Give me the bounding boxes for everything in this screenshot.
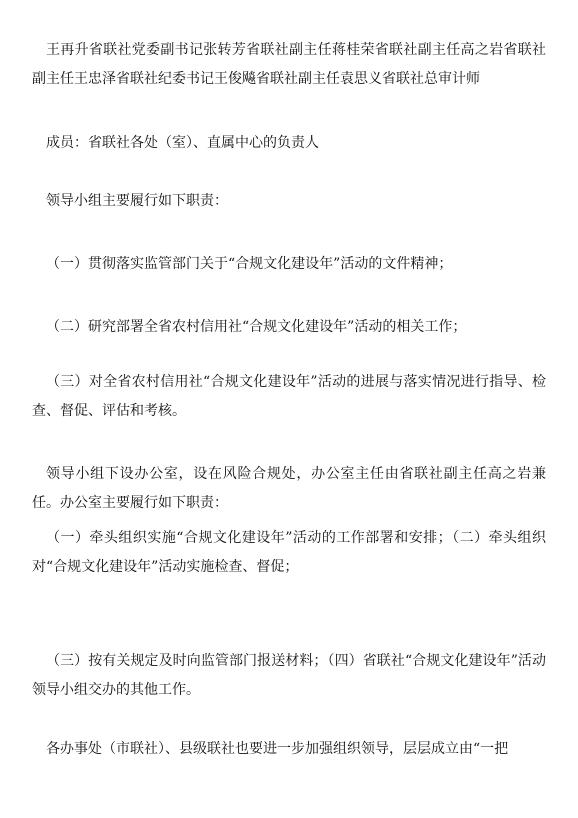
members-paragraph: 成员：省联社各处（室）、直属中心的负责人 bbox=[46, 135, 319, 151]
organization-paragraph-fragment: 各办事处（市联社）、县级联社也要进一步加强组织领导，层层成立由“一把 bbox=[46, 741, 509, 757]
leading-group-duties-heading: 领导小组主要履行如下职责： bbox=[46, 193, 228, 209]
office-setup-paragraph: 领导小组下设办公室，设在风险合规处，办公室主任由省联社副主任高之岩兼任。办公室主要履行如下职责： bbox=[32, 466, 546, 511]
leading-group-duty-1: （一）贯彻落实监管部门关于“合规文化建设年”活动的文件精神； bbox=[46, 256, 453, 272]
leading-group-duty-2: （二）研究部署全省农村信用社“合规文化建设年”活动的相关工作； bbox=[46, 319, 467, 335]
leadership-list-paragraph: 王再升省联社党委副书记张转芳省联社副主任蒋桂荣省联社副主任高之岩省联社副主任王忠泽省联社纪委书记王俊飚省联社副主任袁思义省联社总审计师 bbox=[32, 42, 546, 87]
office-duties-3-4: （三）按有关规定及时向监管部门报送材料；（四）省联社“合规文化建设年”活动领导小组交办的其他工作。 bbox=[32, 653, 546, 698]
office-duties-1-2: （一）牵头组织实施“合规文化建设年”活动的工作部署和安排；（二）牵头组织对“合规文化建设年”活动实施检查、督促； bbox=[32, 530, 546, 575]
leading-group-duty-3: （三）对全省农村信用社“合规文化建设年”活动的进展与落实情况进行指导、检查、督促、评估和考核。 bbox=[32, 374, 546, 419]
